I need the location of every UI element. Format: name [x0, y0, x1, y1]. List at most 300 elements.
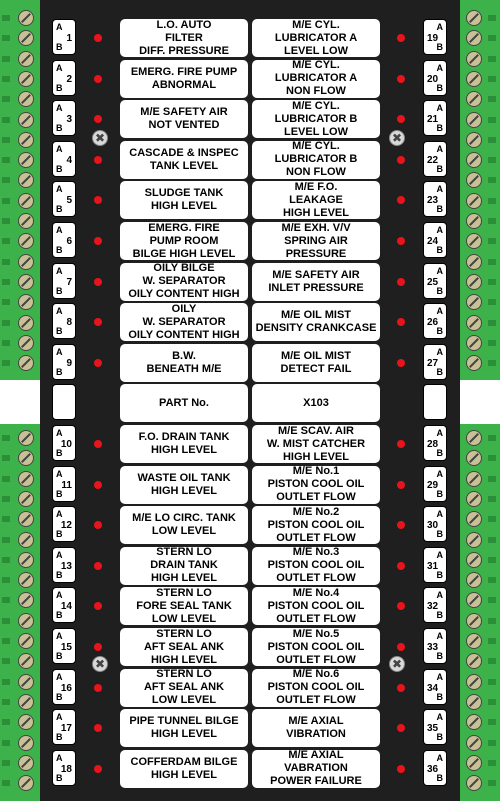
terminal-screw-icon: [18, 714, 34, 730]
terminal-screw-icon: [466, 254, 482, 270]
led-indicator-icon: [397, 34, 405, 42]
terminal-pin: [488, 76, 496, 82]
led-indicator-icon: [397, 440, 405, 448]
terminal-screw-icon: [466, 532, 482, 548]
terminal-number: 33: [427, 642, 439, 653]
terminal-block-left-top: [0, 0, 40, 380]
terminal-pin: [2, 279, 10, 285]
terminal-screw-icon: [18, 254, 34, 270]
terminal-screw-icon: [466, 71, 482, 87]
terminal-screw-icon: [18, 30, 34, 46]
alarm-label-right: M/E SCAV. AIR W. MIST CATCHER HIGH LEVEL: [252, 425, 380, 463]
terminal-tag-left: [52, 141, 76, 177]
terminal-screw-icon: [18, 511, 34, 527]
terminal-a-label: A: [436, 712, 443, 723]
alarm-label-left: OILY BILGE W. SEPARATOR OILY CONTENT HIGH: [120, 263, 248, 301]
terminal-number: 9: [66, 357, 72, 369]
terminal-a-label: A: [436, 265, 443, 276]
alarm-label-left: SLUDGE TANK HIGH LEVEL: [120, 181, 248, 219]
terminal-tag-left: [52, 709, 76, 745]
led-indicator-icon: [397, 765, 405, 773]
terminal-a-label: A: [56, 346, 63, 357]
alarm-label-left: WASTE OIL TANK HIGH LEVEL: [120, 466, 248, 504]
terminal-screw-icon: [18, 172, 34, 188]
terminal-number: 3: [66, 114, 72, 126]
terminal-a-label: A: [436, 184, 443, 195]
terminal-pin: [2, 320, 10, 326]
terminal-b-label: B: [436, 245, 443, 255]
terminal-a-label: A: [436, 631, 443, 641]
alarm-label-left: M/E LO CIRC. TANK LOW LEVEL: [120, 506, 248, 544]
terminal-screw-icon: [18, 572, 34, 588]
terminal-b-label: B: [436, 529, 443, 540]
terminal-a-label: A: [436, 143, 443, 154]
terminal-a-label: A: [56, 62, 63, 73]
terminal-number: 22: [427, 154, 439, 166]
terminal-a-label: A: [56, 468, 63, 479]
terminal-screw-icon: [18, 91, 34, 107]
led-indicator-icon: [94, 481, 102, 489]
terminal-pin: [2, 177, 10, 183]
terminal-pin: [2, 35, 10, 41]
terminal-screw-icon: [466, 91, 482, 107]
led-indicator-icon: [94, 602, 102, 610]
terminal-a-label: A: [436, 103, 443, 114]
terminal-tag-right: [423, 709, 447, 745]
led-indicator-icon: [94, 318, 102, 326]
terminal-pin: [2, 760, 10, 766]
terminal-screw-icon: [18, 735, 34, 751]
terminal-number: 2: [66, 73, 72, 85]
alarm-label-right: M/E No.5 PISTON COOL OIL OUTLET FLOW: [252, 628, 380, 666]
terminal-tag-right: [423, 750, 447, 786]
terminal-screw-icon: [466, 633, 482, 649]
terminal-pin: [2, 679, 10, 685]
terminal-pin: [488, 455, 496, 461]
terminal-number: 6: [66, 236, 72, 247]
alarm-label-right: M/E CYL. LUBRICATOR B NON FLOW: [252, 141, 380, 179]
terminal-a-label: A: [56, 549, 63, 560]
terminal-pin: [2, 76, 10, 82]
terminal-a-label: A: [56, 671, 63, 682]
terminal-screw-icon: [466, 172, 482, 188]
led-indicator-icon: [94, 521, 102, 529]
terminal-tag-left: [52, 750, 76, 786]
terminal-number: 12: [60, 520, 72, 532]
terminal-screw-icon: [466, 274, 482, 290]
alarm-label-right: M/E SAFETY AIR INLET PRESSURE: [252, 263, 380, 301]
terminal-screw-icon: [18, 274, 34, 290]
led-indicator-icon: [397, 481, 405, 489]
terminal-screw-icon: [18, 315, 34, 331]
terminal-screw-icon: [18, 294, 34, 310]
alarm-label-left: EMERG. FIRE PUMP ROOM BILGE HIGH LEVEL: [120, 222, 248, 260]
terminal-a-label: A: [56, 22, 63, 32]
terminal-a-label: A: [436, 752, 443, 763]
terminal-a-label: A: [56, 752, 63, 763]
terminal-a-label: A: [436, 468, 443, 479]
terminal-number: 29: [427, 479, 439, 491]
terminal-pin: [2, 299, 10, 305]
mounting-screw-icon: ✖: [389, 656, 405, 672]
terminal-number: 30: [427, 520, 439, 532]
terminal-screw-icon: [466, 193, 482, 209]
terminal-tag-left: [52, 60, 76, 96]
terminal-b-label: B: [56, 529, 63, 540]
terminal-pin: [2, 496, 10, 502]
terminal-screw-icon: [466, 335, 482, 351]
terminal-screw-icon: [18, 152, 34, 168]
terminal-screw-icon: [466, 592, 482, 608]
led-indicator-icon: [94, 34, 102, 42]
terminal-pin: [488, 238, 496, 244]
terminal-screw-icon: [18, 355, 34, 371]
terminal-screw-icon: [18, 694, 34, 710]
terminal-a-label: A: [436, 428, 443, 438]
terminal-a-label: A: [56, 184, 63, 195]
terminal-screw-icon: [18, 491, 34, 507]
terminal-pin: [2, 537, 10, 543]
terminal-tag-right: [423, 587, 447, 623]
terminal-number: 31: [427, 560, 439, 572]
terminal-screw-icon: [466, 511, 482, 527]
terminal-pin: [2, 259, 10, 265]
terminal-pin: [2, 96, 10, 102]
terminal-pin: [488, 15, 496, 21]
terminal-number: 27: [427, 357, 439, 369]
terminal-pin: [2, 638, 10, 644]
terminal-pin: [488, 279, 496, 285]
terminal-screw-icon: [18, 775, 34, 791]
led-indicator-icon: [397, 318, 405, 326]
terminal-a-label: A: [436, 509, 443, 520]
terminal-screw-icon: [466, 315, 482, 331]
terminal-pin: [2, 658, 10, 664]
alarm-label-left: PIPE TUNNEL BILGE HIGH LEVEL: [120, 709, 248, 747]
terminal-pin: [488, 35, 496, 41]
terminal-b-label: B: [56, 366, 63, 377]
terminal-pin: [2, 435, 10, 441]
terminal-pin: [488, 259, 496, 265]
terminal-tag-right: [423, 425, 447, 461]
terminal-pin: [2, 557, 10, 563]
terminal-screw-icon: [466, 613, 482, 629]
terminal-tag-left: [52, 628, 76, 664]
terminal-tag-right: [423, 100, 447, 136]
terminal-b-label: B: [436, 448, 443, 458]
terminal-pin: [2, 780, 10, 786]
terminal-number: 24: [427, 236, 439, 247]
terminal-pin: [2, 157, 10, 163]
terminal-tag-right: [423, 628, 447, 664]
terminal-b-label: B: [436, 488, 443, 499]
terminal-screw-icon: [18, 674, 34, 690]
terminal-screw-icon: [466, 775, 482, 791]
led-indicator-icon: [94, 765, 102, 773]
alarm-label-right: M/E No.1 PISTON COOL OIL OUTLET FLOW: [252, 466, 380, 504]
terminal-b-label: B: [56, 569, 63, 580]
terminal-screw-icon: [18, 532, 34, 548]
alarm-label-left: STERN LO FORE SEAL TANK LOW LEVEL: [120, 587, 248, 625]
terminal-pin: [488, 476, 496, 482]
alarm-label-right: M/E CYL. LUBRICATOR A NON FLOW: [252, 60, 380, 98]
terminal-number: 16: [60, 682, 72, 694]
alarm-label-right: X103: [252, 384, 380, 422]
led-indicator-icon: [94, 643, 102, 651]
led-indicator-icon: [397, 562, 405, 570]
alarm-label-right: M/E No.3 PISTON COOL OIL OUTLET FLOW: [252, 547, 380, 585]
terminal-block-right-top: [460, 0, 500, 380]
mounting-screw-icon: ✖: [389, 130, 405, 146]
terminal-b-label: B: [56, 448, 63, 458]
terminal-pin: [488, 177, 496, 183]
terminal-number: 23: [427, 195, 439, 207]
led-indicator-icon: [94, 440, 102, 448]
led-indicator-icon: [397, 521, 405, 529]
terminal-screw-icon: [466, 10, 482, 26]
terminal-a-label: A: [56, 712, 63, 723]
terminal-screw-icon: [18, 755, 34, 771]
terminal-screw-icon: [466, 572, 482, 588]
alarm-label-right: M/E AXIAL VIBRATION: [252, 709, 380, 747]
led-indicator-icon: [397, 724, 405, 732]
terminal-tag-left: [52, 669, 76, 705]
terminal-pin: [2, 618, 10, 624]
terminal-a-label: A: [56, 509, 63, 520]
terminal-b-label: B: [56, 488, 63, 499]
terminal-number: 1: [66, 33, 72, 44]
terminal-number: 32: [427, 601, 439, 613]
terminal-b-label: B: [56, 610, 63, 621]
terminal-number: 21: [427, 114, 439, 126]
terminal-a-label: A: [436, 549, 443, 560]
terminal-screw-icon: [18, 653, 34, 669]
terminal-pin: [2, 117, 10, 123]
alarm-label-right: M/E EXH. V/V SPRING AIR PRESSURE: [252, 222, 380, 260]
terminal-pin: [488, 198, 496, 204]
terminal-number: 36: [427, 763, 439, 775]
terminal-pin: [488, 638, 496, 644]
alarm-label-left: M/E SAFETY AIR NOT VENTED: [120, 100, 248, 138]
led-indicator-icon: [94, 196, 102, 204]
led-indicator-icon: [94, 115, 102, 123]
terminal-pin: [488, 516, 496, 522]
terminal-pin: [2, 516, 10, 522]
terminal-screw-icon: [18, 213, 34, 229]
terminal-tag-left: [52, 547, 76, 583]
alarm-label-left: L.O. AUTO FILTER DIFF. PRESSURE: [120, 19, 248, 57]
led-indicator-icon: [397, 602, 405, 610]
terminal-screw-icon: [466, 471, 482, 487]
terminal-tag-right: [423, 466, 447, 502]
terminal-pin: [2, 577, 10, 583]
terminal-pin: [2, 238, 10, 244]
terminal-pin: [488, 658, 496, 664]
terminal-a-label: A: [56, 225, 63, 235]
terminal-tag-right: [423, 506, 447, 542]
terminal-number: 35: [427, 723, 439, 735]
terminal-pin: [2, 56, 10, 62]
terminal-screw-icon: [18, 10, 34, 26]
terminal-number: 7: [66, 276, 72, 288]
terminal-a-label: A: [56, 143, 63, 154]
mounting-screw-icon: ✖: [92, 656, 108, 672]
terminal-number: 13: [60, 560, 72, 572]
terminal-b-label: B: [436, 285, 443, 296]
terminal-number: 26: [427, 317, 439, 329]
terminal-screw-icon: [466, 755, 482, 771]
terminal-pin: [2, 198, 10, 204]
terminal-pin: [488, 537, 496, 543]
terminal-b-label: B: [436, 123, 443, 134]
alarm-label-left: F.O. DRAIN TANK HIGH LEVEL: [120, 425, 248, 463]
led-indicator-icon: [397, 115, 405, 123]
terminal-screw-icon: [18, 552, 34, 568]
led-indicator-icon: [94, 75, 102, 83]
terminal-screw-icon: [18, 471, 34, 487]
terminal-number: 28: [427, 439, 439, 450]
terminal-b-label: B: [56, 82, 63, 93]
terminal-screw-icon: [18, 430, 34, 446]
alarm-label-left: STERN LO AFT SEAL ANK HIGH LEVEL: [120, 628, 248, 666]
led-indicator-icon: [397, 75, 405, 83]
terminal-tag-left: [52, 506, 76, 542]
terminal-b-label: B: [56, 651, 63, 661]
terminal-b-label: B: [436, 163, 443, 174]
terminal-tag-right: [423, 344, 447, 380]
alarm-label-left: PART No.: [120, 384, 248, 422]
led-indicator-icon: [94, 156, 102, 164]
terminal-pin: [488, 218, 496, 224]
terminal-pin: [488, 597, 496, 603]
terminal-a-label: A: [436, 671, 443, 682]
terminal-screw-icon: [466, 294, 482, 310]
terminal-tag-right: [423, 303, 447, 339]
terminal-b-label: B: [56, 123, 63, 134]
terminal-tag-left: [52, 466, 76, 502]
terminal-b-label: B: [436, 772, 443, 783]
terminal-tag-left: [52, 425, 76, 461]
terminal-pin: [2, 699, 10, 705]
terminal-screw-icon: [18, 51, 34, 67]
terminal-pin: [488, 56, 496, 62]
terminal-number: 34: [427, 682, 439, 694]
terminal-screw-icon: [466, 233, 482, 249]
terminal-b-label: B: [56, 691, 63, 702]
terminal-pin: [2, 218, 10, 224]
alarm-label-right: M/E OIL MIST DETECT FAIL: [252, 344, 380, 382]
led-indicator-icon: [94, 359, 102, 367]
terminal-pin: [488, 699, 496, 705]
alarm-label-left: EMERG. FIRE PUMP ABNORMAL: [120, 60, 248, 98]
terminal-pin: [488, 740, 496, 746]
led-indicator-icon: [94, 278, 102, 286]
terminal-block-right-bottom: [460, 424, 500, 801]
alarm-label-right: M/E No.4 PISTON COOL OIL OUTLET FLOW: [252, 587, 380, 625]
terminal-number: 4: [66, 154, 72, 166]
terminal-pin: [488, 719, 496, 725]
led-indicator-icon: [397, 156, 405, 164]
terminal-screw-icon: [18, 592, 34, 608]
terminal-pin: [488, 760, 496, 766]
terminal-pin: [2, 455, 10, 461]
terminal-tag-right: [423, 547, 447, 583]
terminal-screw-icon: [466, 714, 482, 730]
terminal-number: 5: [66, 195, 72, 207]
terminal-pin: [2, 137, 10, 143]
terminal-pin: [488, 360, 496, 366]
led-indicator-icon: [397, 359, 405, 367]
terminal-tag-right: [423, 222, 447, 258]
led-indicator-icon: [397, 237, 405, 245]
terminal-b-label: B: [56, 326, 63, 337]
terminal-pin: [488, 299, 496, 305]
terminal-number: 10: [60, 439, 72, 450]
terminal-pin: [488, 320, 496, 326]
terminal-b-label: B: [436, 82, 443, 93]
terminal-screw-icon: [18, 613, 34, 629]
terminal-b-label: B: [56, 204, 63, 215]
terminal-screw-icon: [466, 552, 482, 568]
alarm-label-left: COFFERDAM BILGE HIGH LEVEL: [120, 750, 248, 788]
terminal-number: 14: [60, 601, 72, 613]
terminal-screw-icon: [466, 450, 482, 466]
terminal-screw-icon: [466, 491, 482, 507]
alarm-label-left: CASCADE & INSPEC TANK LEVEL: [120, 141, 248, 179]
alarm-label-right: M/E CYL. LUBRICATOR B LEVEL LOW: [252, 100, 380, 138]
terminal-screw-icon: [466, 735, 482, 751]
terminal-pin: [2, 360, 10, 366]
terminal-pin: [488, 679, 496, 685]
terminal-a-label: A: [436, 346, 443, 357]
terminal-tag-left: [52, 222, 76, 258]
terminal-b-label: B: [436, 651, 443, 661]
terminal-screw-icon: [18, 233, 34, 249]
terminal-screw-icon: [466, 30, 482, 46]
terminal-b-label: B: [436, 732, 443, 743]
terminal-b-label: B: [436, 569, 443, 580]
led-indicator-icon: [397, 643, 405, 651]
terminal-tag-left: [52, 263, 76, 299]
terminal-a-label: A: [436, 225, 443, 235]
terminal-pin: [488, 117, 496, 123]
terminal-b-label: B: [436, 42, 443, 52]
terminal-screw-icon: [18, 71, 34, 87]
terminal-tag-right: [423, 181, 447, 217]
terminal-tag-right: [423, 263, 447, 299]
terminal-number: 8: [66, 317, 72, 329]
alarm-label-left: STERN LO AFT SEAL ANK LOW LEVEL: [120, 669, 248, 707]
terminal-tag-right: [423, 141, 447, 177]
terminal-number: 18: [60, 763, 72, 775]
terminal-screw-icon: [466, 152, 482, 168]
terminal-a-label: A: [56, 428, 63, 438]
terminal-screw-icon: [18, 132, 34, 148]
terminal-b-label: B: [436, 691, 443, 702]
terminal-screw-icon: [18, 112, 34, 128]
terminal-a-label: A: [56, 265, 63, 276]
terminal-number: 19: [427, 33, 439, 44]
alarm-label-right: M/E F.O. LEAKAGE HIGH LEVEL: [252, 181, 380, 219]
terminal-screw-icon: [466, 355, 482, 371]
terminal-b-label: B: [56, 42, 63, 52]
terminal-pin: [488, 157, 496, 163]
terminal-pin: [2, 340, 10, 346]
terminal-b-label: B: [436, 326, 443, 337]
terminal-a-label: A: [436, 22, 443, 32]
terminal-a-label: A: [436, 62, 443, 73]
terminal-tag-left: [52, 587, 76, 623]
